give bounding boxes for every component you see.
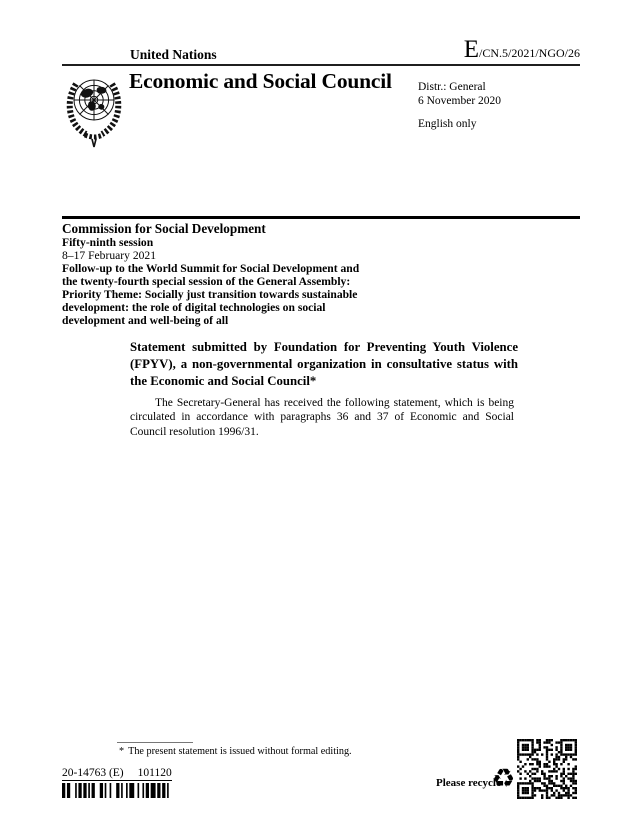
recycle-label: Please recycle: [436, 777, 501, 789]
qr-code-icon: [517, 738, 577, 800]
council-title: Economic and Social Council: [129, 69, 392, 93]
recycle-icon: ♻: [492, 764, 516, 794]
barcode-icon: [62, 783, 172, 798]
language-note: English only: [418, 118, 477, 130]
distribution-line: Distr.: General: [418, 81, 486, 93]
header-rule: [62, 64, 580, 66]
session-block: [62, 221, 482, 327]
statement-body: The Secretary-General has received the following statement, which is being circulated in accordance with paragraphs 36 and 37 of Economic and Social Council resolution 1996/31.: [130, 397, 514, 438]
agenda-line: Follow-up to the World Summit for Social Development and: [62, 262, 360, 275]
document-symbol-rest: /CN.5/2021/NGO/26: [478, 46, 580, 60]
footnote-text: The present statement is issued without formal editing.: [128, 746, 352, 757]
footnote-marker: *: [119, 746, 125, 757]
un-emblem-icon: [64, 71, 124, 151]
document-date: 6 November 2020: [418, 95, 502, 107]
print-date-code: 101120: [137, 767, 172, 779]
session-dates: 8–17 February 2021: [62, 249, 157, 262]
statement-title: Statement submitted by Foundation for Preventing Youth Violence (FPYV), a non-governmental organization in consultative status with the Economic and Social Council*: [130, 340, 518, 388]
job-number-line: [62, 767, 172, 781]
committee-name: Commission for Social Development: [62, 221, 266, 236]
agenda-line: development: the role of digital technologies on social: [62, 301, 326, 314]
agenda-line: the twenty-fourth special session of the General Assembly:: [62, 275, 351, 288]
job-number: 20-14763 (E): [62, 767, 124, 779]
distribution-block: [418, 80, 501, 108]
agenda-line: development and well-being of all: [62, 314, 229, 327]
section-rule: [62, 216, 580, 219]
footnote: [119, 746, 439, 757]
session-number: Fifty-ninth session: [62, 236, 154, 249]
document-symbol: [463, 36, 580, 63]
org-name: United Nations: [130, 47, 217, 62]
agenda-line: Priority Theme: Socially just transition towards sustainable: [62, 288, 358, 301]
footnote-rule: [117, 742, 193, 743]
document-symbol-prefix: E: [463, 36, 479, 63]
